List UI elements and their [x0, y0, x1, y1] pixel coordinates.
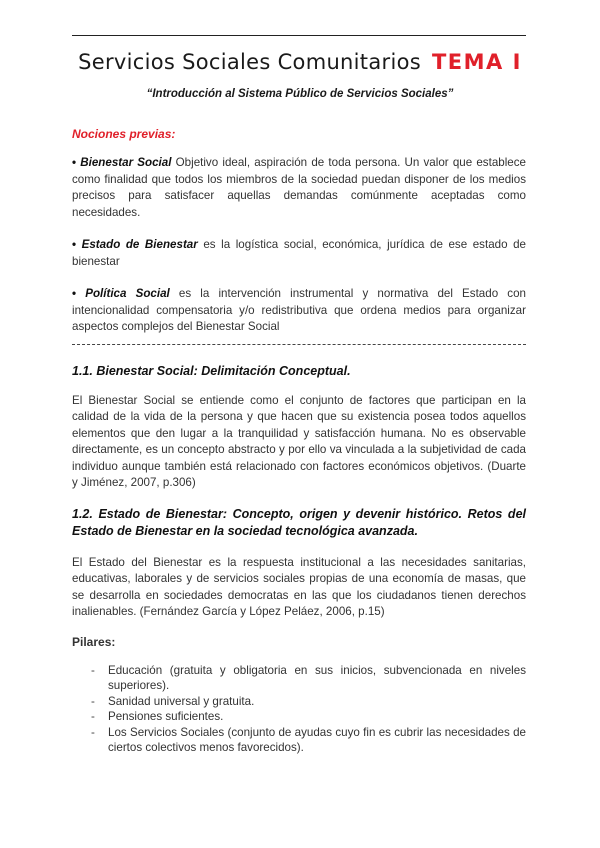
list-item: - Educación (gratuita y obligatoria en sus inicios, subvencionada en niveles superiores).	[72, 663, 526, 694]
nocion-item	[72, 237, 526, 270]
pilares-list	[72, 663, 526, 756]
nocion-text: es la intervención instrumental y normativa del Estado con intencionalidad compensatoria y/o redistributiva que ordena medios para organizar aspectos complejos del Bienestar Social	[72, 287, 526, 333]
page-title	[0, 50, 600, 74]
list-item: - Los Servicios Sociales (conjunto de ayudas cuyo fin es cubrir las necesidades de ciertos colectivos menos favorecidos).	[72, 725, 526, 756]
nocion-term: Política Social	[85, 287, 170, 300]
pilares-heading: Pilares:	[72, 634, 116, 649]
nocion-term: Bienestar Social	[80, 156, 172, 169]
section-heading: 1.2. Estado de Bienestar: Concepto, origen y devenir histórico. Retos del Estado de Bienestar en la sociedad tecnológica avanzada.	[72, 506, 526, 538]
nocion-item	[72, 286, 526, 336]
nociones-heading: Nociones previas:	[72, 127, 176, 141]
bullet-icon: •	[72, 287, 77, 300]
section-paragraph: El Bienestar Social se entiende como el conjunto de factores que participan en la calidad de la vida de la persona y que hacen que su existencia posea todos aquellos elementos que den lugar a la tranquilidad y satisfacción humana. No es observable directamente, es un concepto abstracto y por ello va vinculada a la subjetividad de cada individuo aunque también está relacionado con factores económicos objetivos. (Duarte y Jiménez, 2007, p.306)	[72, 393, 526, 489]
top-rule	[72, 35, 526, 36]
list-item: - Sanidad universal y gratuita.	[72, 694, 526, 710]
page-subtitle: “Introducción al Sistema Público de Servicios Sociales”	[146, 88, 454, 100]
section-heading: 1.1. Bienestar Social: Delimitación Conceptual.	[72, 363, 351, 378]
tema-label: TEMA I	[431, 50, 522, 74]
list-item: - Pensiones suficientes.	[72, 709, 526, 725]
section-paragraph: El Estado del Bienestar es la respuesta institucional a las necesidades sanitarias, educativas, laborales y de servicios sociales propias de una economía de masas, que se desarrolla en sociedades democratas en las que los ciudadanos tienen derechos inalienables. (Fernández García y López Peláez, 2006, p.15)	[72, 555, 526, 618]
bullet-icon: •	[72, 156, 77, 169]
nocion-term: Estado de Bienestar	[81, 238, 198, 251]
nocion-text: Objetivo ideal, aspiración de toda persona. Un valor que establece como finalidad que todos los miembros de la sociedad puedan disponer de los medios precisos para satisfacer aquellas demandas comúnmente aceptadas como necesidades.	[72, 156, 526, 219]
title-text: Servicios Sociales Comunitarios	[78, 50, 421, 74]
bullet-icon: •	[72, 238, 77, 251]
content-body	[72, 127, 526, 756]
nocion-text: es la logística social, económica, jurídica de ese estado de bienestar	[72, 238, 526, 268]
nocion-item	[72, 155, 526, 221]
